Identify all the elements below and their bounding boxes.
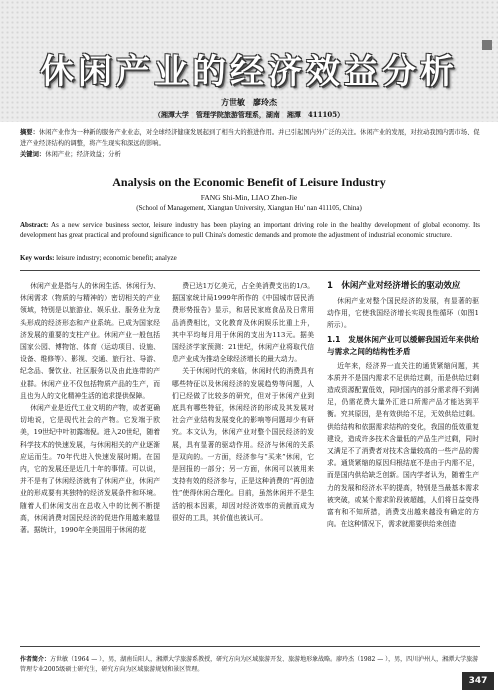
english-abstract: [20, 220, 480, 240]
english-keywords: [20, 254, 480, 262]
english-keywords-label: Key words:: [20, 254, 55, 262]
english-title: Analysis on the Economic Benefit of Leisure Industry: [112, 175, 386, 189]
body-column-1: [20, 280, 160, 635]
paragraph: 休闲产业是指与人的休闲生活、休闲行为、休闲需求（物质的与精神的）密切相关的产业领域，特别是以旅游业、娱乐业、服务业为龙头形成的经济形态和产业系统。已成为国家经济发展的重要的支柱产业。休闲产业一般包括国家公园、博物馆、体育（运动项目、设施、设备、维修等）、影视、交通、旅行社、导游、纪念品、餐饮业、社区服务以及由此连带的产业群。休闲产业不仅包括物质产品的生产，而且也为人的文化精神生活的追求提供保障。: [20, 282, 160, 400]
english-authors: FANG Shi-Min, LIAO Zhen-Jie: [200, 193, 298, 202]
section-heading-1-1: 1.1 发展休闲产业可以缓解我国近年来供给与需求之间的结构性矛盾: [327, 334, 479, 356]
abstract-cn-text: 休闲产业作为一种新的服务产业业态，对全球经济健康发展起到了相当大的推进作用。并已引起国内外广泛的关注。休闲产业的发展，对拉动我国内需市场、促进产业经济结构的调整，将产生现实和深远的影响。: [20, 129, 480, 147]
paragraph: 休闲产业是近代工业文明的产物，或者更确切地说，它是现代社会的产物。它发端于欧美，19世纪中叶初露端倪。进入20世纪，随着科学技术的快速发展，与休闲相关的产业逐渐应运而生。70年代进入快速发展时期。在国内，它的发展还是近几十年的事情。可以说，并不是有了休闲经济就有了休闲产业，休闲产业的形成要有其独特的经济发展条件和环境。随着人们休闲支出在总收入中的比例不断提高，休闲消费对国民经济的促进作用越来越显著。据统计，1990年全美国用于休闲的花: [20, 404, 160, 535]
english-abstract-text: As a new service business sector, leisure industry has been playing an important driving role in the healthy development of global economy. Its development has great practical and profound significance to pull China's domestic demands and promote the adjustment of industrial economic structure.: [20, 221, 480, 239]
footnote-divider: [20, 646, 480, 647]
affiliation: （湘潭大学 管理学院旅游管理系，湖南 湘潭 411105）: [153, 110, 345, 119]
english-abstract-label: Abstract:: [20, 221, 49, 229]
footnote-text: 方世敏（1964 — ），男，湖南岳阳人，湘潭大学旅游系教授，研究方向为区域旅游开发、旅游地形象战略。廖玲杰（1982 — ），男，四川泸州人，湘潭大学旅游管理专业2005级硕士研究生，研究方向为区域旅游规划和景区管理。: [20, 656, 479, 673]
author-footnote: [20, 655, 482, 675]
english-keywords-text: leisure industry; economic benefit; analyze: [56, 254, 177, 262]
footnote-label: 作者简介：: [20, 656, 51, 663]
english-affiliation: (School of Management, Xiangtan University, Xiangtan Hu’ nan 411105, China): [136, 204, 362, 212]
page-number: 347: [462, 672, 494, 690]
section-heading-1: 1 休闲产业对经济增长的驱动效应: [327, 281, 461, 291]
header-divider: [20, 270, 480, 271]
keywords-cn-label: 关键词：: [20, 151, 46, 158]
body-column-2: [172, 280, 314, 635]
paragraph: 休闲产业对整个国民经济的发展，有显著的驱动作用，它使我国经济增长实现良性循环（如图1所示）。: [327, 297, 479, 330]
paragraph: 关于休闲时代的来临，休闲时代的消费具有哪些特征以及休闲经济的发展趋势等问题，人们已经做了比较多的研究，但对于休闲产业到底具有哪些特征，休闲经济的形成及其发展对社会产业结构发展变化的影响等问题却少有研究。本文认为，休闲产业对整个国民经济的发展，具有显著的驱动作用。经济与休闲的关系是双向的。一方面，经济参与“买来”休闲，它是回报的一部分；另一方面，休闲可以被用来支持有效的经济参与，正是这种消费的“再创造性”使得休闲合理化。目前，虽然休闲并不是生活的根本因素，却因对经济效率的贡献而成为很好的工具，其价值也被认可。: [172, 367, 314, 522]
paragraph: 费已达1万亿美元，占全美消费支出的1/3。据国家统计局1999年所作的《中国城市居民消费形势报告》显示，和居民家庭食品及日常用品消费相比，文化教育及休闲娱乐比重上升，其中平均每月用于休闲的支出为113元。据美国经济学家预测：21世纪，休闲产业将取代信息产业成为推动全球经济增长的最大动力。: [172, 282, 314, 364]
keywords-cn: [20, 150, 482, 160]
keywords-cn-text: 休闲产业；经济效益；分析: [45, 151, 121, 158]
abstract-cn: [20, 128, 482, 149]
article-title: 休闲产业的经济效益分析: [40, 52, 458, 92]
paragraph: 近年来，经济界一直关注的通货紧缩问题，其本质并不是国内需求不足供给过剩，而是供给过剩造成资源配置低效，同时国内的部分需求得不到满足，仍需花费大量外汇进口所需产品才能达到平衡。究其原因，是有效供给不足，无效供给过剩。供给结构和依据需求结构的变化，我国的低效重复建设，造成许多技术含量低的产品生产过剩，同时又满足不了消费者对技术含量较高的一些产品的需求。通货紧缩的原因归根结底不是由于内需不足，而是国内供给缺乏创新。国内学者认为，随着生产力的发展和经济水平的提高，特别是当最基本需求被突破，或某个需求阶段被超越，人们将日益变得富有和不知所措，消费支出越来越没有确定的方向。在这种情况下，需求就需要供给来创造: [327, 361, 479, 529]
authors: 方世敏 廖玲杰: [221, 97, 277, 107]
abstract-cn-label: 摘要：: [20, 129, 39, 136]
body-column-3: [327, 280, 479, 635]
